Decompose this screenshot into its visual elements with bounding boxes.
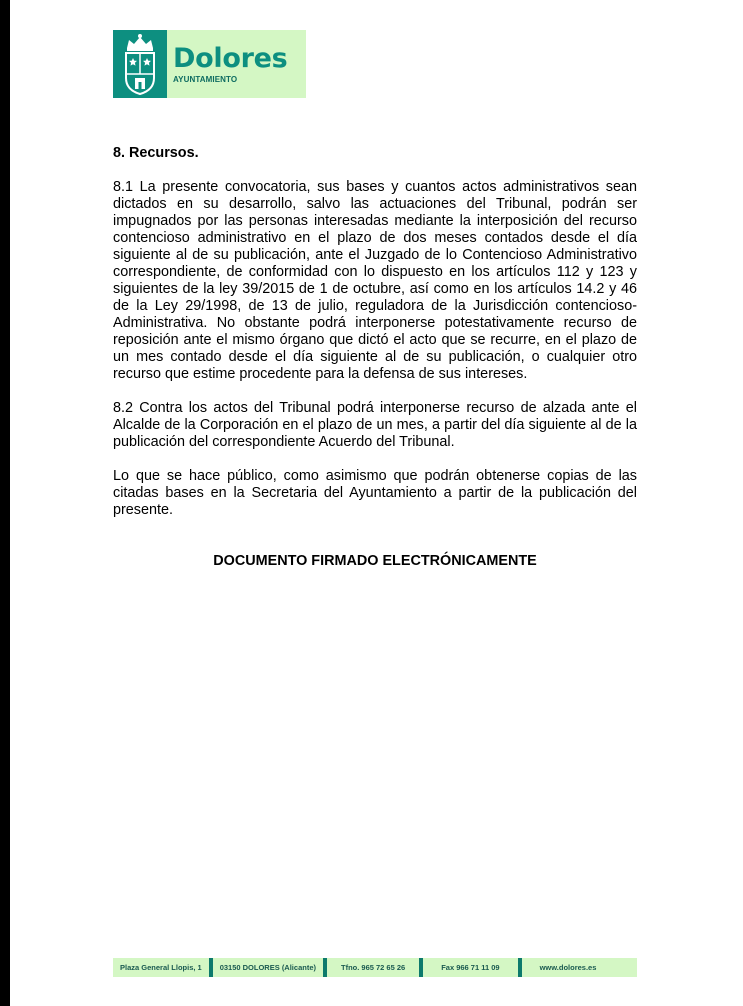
footer-postal: 03150 DOLORES (Alicante) (219, 963, 316, 972)
document-body (113, 145, 637, 584)
logo-subtitle: AYUNTAMIENTO (173, 75, 238, 84)
footer-bar (113, 958, 637, 977)
paragraph-8-2: 8.2 Contra los actos del Tribunal podrá interponerse recurso de alzada ante el Alcalde de la Corporación en el plazo de un mes, a partir del día siguiente al de la publicación del correspondiente Acuerdo del Tribunal. (113, 400, 637, 450)
coat-of-arms-icon (113, 30, 167, 98)
footer-web: www.dolores.es (539, 963, 597, 972)
paragraph-8-1: 8.1 La presente convocatoria, sus bases y cuantos actos administrativos sean dictados en su desarrollo, salvo las actuaciones del Tribunal, podrán ser impugnados por las personas interesadas mediante la interposición del recurso contencioso administrativo en el plazo de dos meses contados desde el día siguiente al de su publicación, ante el Juzgado de lo Contencioso Administrativo correspondiente, de conformidad con lo dispuesto en los artículos 112 y 123 y siguientes de la ley 39/2015 de 1 de octubre, así como en los artículos 14.2 y 46 de la Ley 29/1998, de 13 de julio, reguladora de la Jurisdicción contencioso- Administrativa. No obstante podrá interponerse potestativamente recurso de reposición ante el mismo órgano que dictó el acto que se recurre, en el plazo de un mes contado desde el día siguiente al de su publicación, o cualquier otro recurso que estime procedente para la defensa de sus intereses. (113, 179, 637, 382)
logo-name: Dolores (173, 43, 288, 74)
section-heading: 8. Recursos. (113, 145, 199, 161)
footer-phone: Tfno. 965 72 65 26 (340, 963, 406, 972)
logo-text (167, 30, 287, 98)
footer-address: Plaza General Llopis, 1 (120, 963, 202, 972)
logo (113, 30, 306, 98)
footer-fax: Fax 966 71 11 09 (441, 963, 500, 972)
signed-note: DOCUMENTO FIRMADO ELECTRÓNICAMENTE (213, 553, 537, 569)
closing-paragraph: Lo que se hace público, como asimismo que podrán obtenerse copias de las citadas bases en la Secretaria del Ayuntamiento a partir de la publicación del presente. (113, 468, 637, 518)
page-edge-strip (0, 0, 10, 1006)
